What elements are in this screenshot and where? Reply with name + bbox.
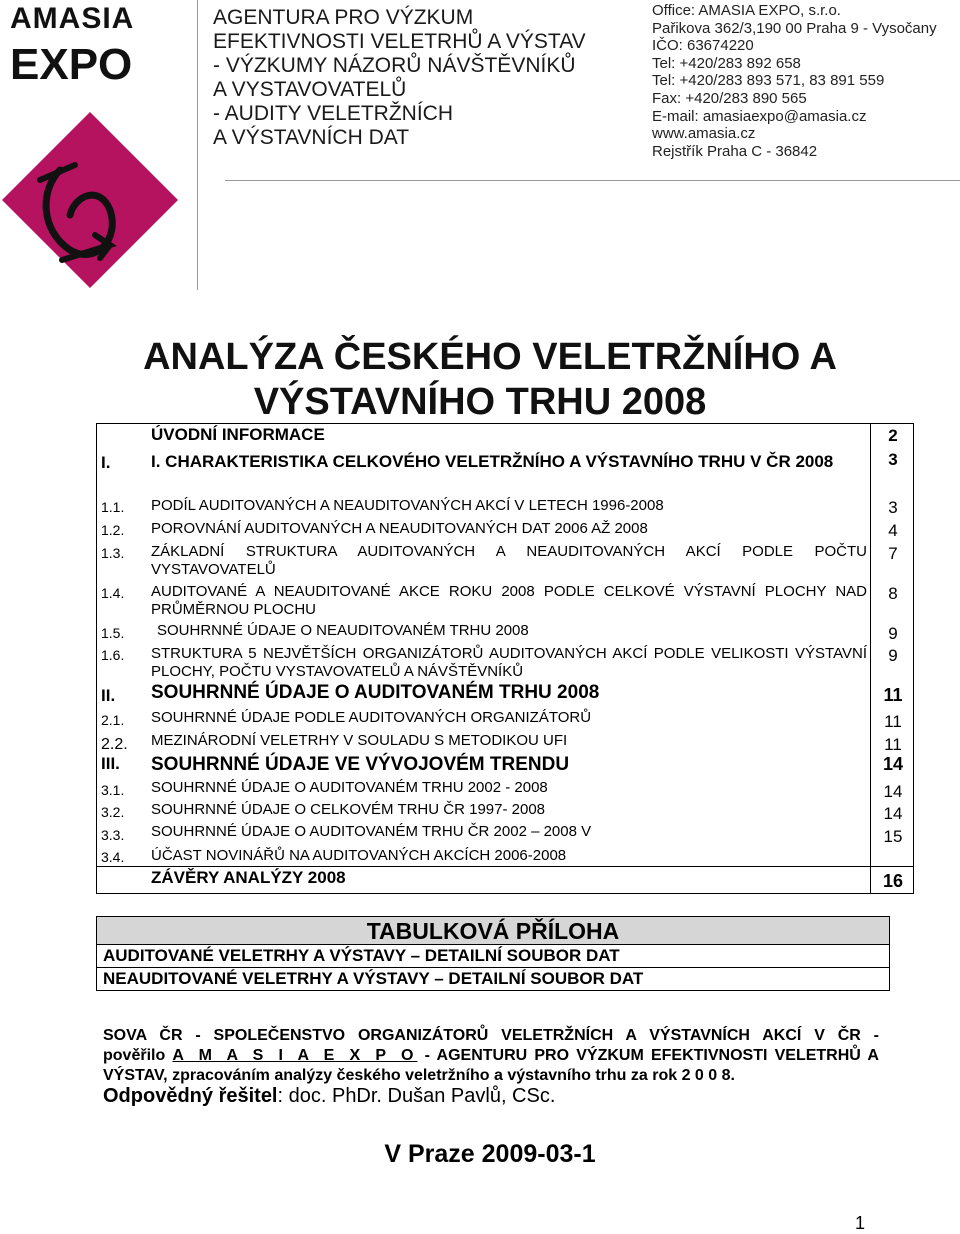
toc-heading: STRUKTURA 5 NEJVĚTŠÍCH ORGANIZÁTORŮ AUDITOVANÝCH AKCÍ PODLE VELIKOSTI VÝSTAVNÍ PLOCHY, POČTU VYSTAVOVATELŮ A NÁVŠTĚVNÍKŮ (151, 645, 867, 680)
toc-row[interactable] (97, 581, 913, 621)
office-phone: Tel: +420/283 892 658 (652, 54, 801, 72)
toc-page: 2 (888, 426, 898, 445)
toc-heading: SOUHRNNÉ ÚDAJE O AUDITOVANÉM TRHU 2002 - 2008 (151, 779, 548, 796)
logo-text-expo: EXPO (10, 40, 133, 89)
toc-row[interactable] (97, 753, 913, 778)
toc-page: 9 (888, 624, 898, 643)
toc-page: 11 (883, 685, 903, 705)
document-date: V Praze 2009-03-1 (384, 1140, 596, 1168)
header-horizontal-divider (225, 180, 960, 181)
toc-row[interactable] (97, 778, 913, 800)
toc-page: 3 (888, 450, 898, 469)
document-title-line-1: ANALÝZA ČESKÉHO VELETRŽNÍHO A (143, 336, 837, 378)
commission-line: SOVA ČR - SPOLEČENSTVO ORGANIZÁTORŮ VELETRŽNÍCH A VÝSTAVNÍCH AKCÍ V ČR - (103, 1027, 879, 1044)
toc-row[interactable] (97, 845, 913, 866)
commission-line: VÝSTAV, zpracováním analýzy českého veletržního a výstavního trhu za rok 2 0 0 8. (103, 1067, 735, 1084)
toc-heading: I. CHARAKTERISTIKA CELKOVÉHO VELETRŽNÍHO A VÝSTAVNÍHO TRHU V ČR 2008 (151, 452, 834, 471)
toc-page: 7 (888, 544, 898, 563)
toc-heading: ÚČAST NOVINÁŘŮ NA AUDITOVANÝCH AKCÍCH 2006-2008 (151, 847, 567, 864)
office-phone: Tel: +420/283 893 571, 83 891 559 (652, 72, 885, 90)
toc-heading: ÚVODNÍ INFORMACE (151, 425, 325, 444)
toc-row[interactable] (97, 823, 913, 845)
toc-number: 1.2. (101, 522, 125, 538)
toc-number: 1.4. (101, 585, 125, 601)
toc-heading: SOUHRNNÉ ÚDAJE PODLE AUDITOVANÝCH ORGANIZÁTORŮ (151, 709, 592, 726)
toc-heading: SOUHRNNÉ ÚDAJE O AUDITOVANÉM TRHU 2008 (151, 682, 600, 703)
agency-line: EFEKTIVNOSTI VELETRHŮ A VÝSTAV (213, 30, 586, 53)
agency-line: AGENTURA PRO VÝZKUM (213, 6, 474, 29)
agency-line: A VÝSTAVNÍCH DAT (213, 126, 410, 149)
toc-page: 4 (888, 521, 898, 540)
toc-row[interactable] (97, 541, 913, 581)
toc-number: 1.5. (101, 625, 125, 641)
toc-page: 14 (882, 754, 904, 774)
toc-row[interactable] (97, 708, 913, 731)
toc-number: III. (101, 754, 120, 773)
toc-row[interactable] (97, 866, 913, 893)
toc-number: 3.2. (101, 804, 125, 820)
office-fax: Fax: +420/283 890 565 (652, 89, 807, 107)
toc-page: 11 (884, 712, 902, 731)
toc-row[interactable] (97, 518, 913, 541)
document-title-line-2: VÝSTAVNÍHO TRHU 2008 (253, 381, 707, 423)
toc-page: 15 (883, 827, 903, 846)
toc-heading: SOUHRNNÉ ÚDAJE O NEAUDITOVANÉM TRHU 2008 (157, 622, 529, 639)
agency-description (213, 6, 586, 150)
toc-row[interactable] (97, 800, 913, 823)
responsible-name: : doc. PhDr. Dušan Pavlů, CSc. (277, 1085, 556, 1107)
toc-row[interactable] (97, 450, 913, 495)
commission-text: pověřilo (103, 1047, 173, 1064)
office-contact-block (652, 2, 937, 160)
toc-page: 14 (883, 782, 903, 801)
agency-line: - AUDITY VELETRŽNÍCH (213, 102, 453, 125)
responsible-person (103, 1085, 555, 1108)
appendix-item[interactable]: NEAUDITOVANÉ VELETRHY A VÝSTAVY – DETAILNÍ SOUBOR DAT (97, 967, 889, 990)
table-of-contents (96, 423, 914, 894)
toc-heading: ZÁKLADNÍ STRUKTURA AUDITOVANÝCH A NEAUDITOVANÝCH AKCÍ PODLE POČTU VYSTAVOVATELŮ (151, 543, 867, 578)
agency-name: A M A S I A E X P O (172, 1047, 418, 1064)
agency-line: A VYSTAVOVATELŮ (213, 78, 407, 101)
toc-heading: POROVNÁNÍ AUDITOVANÝCH A NEAUDITOVANÝCH DAT 2006 AŽ 2008 (151, 520, 648, 537)
toc-number: 3.4. (101, 849, 125, 865)
toc-heading: SOUHRNNÉ ÚDAJE O AUDITOVANÉM TRHU ČR 2002 – 2008 V (151, 823, 592, 840)
office-registry: Rejstřík Praha C - 36842 (652, 142, 818, 160)
toc-page: 8 (888, 584, 898, 603)
toc-row[interactable] (97, 643, 913, 684)
appendix-item[interactable]: AUDITOVANÉ VELETRHY A VÝSTAVY – DETAILNÍ SOUBOR DAT (103, 946, 620, 965)
toc-row[interactable] (97, 731, 913, 753)
toc-row[interactable] (97, 621, 913, 643)
toc-number: 3.3. (101, 827, 125, 843)
office-ico: IČO: 63674220 (652, 37, 754, 55)
header-vertical-divider (197, 0, 198, 290)
toc-heading: SOUHRNNÉ ÚDAJE O CELKOVÉM TRHU ČR 1997- 2008 (151, 801, 545, 818)
appendix-box (96, 916, 890, 991)
toc-number: 1.3. (101, 545, 125, 561)
commission-line (103, 1046, 879, 1066)
toc-heading: SOUHRNNÉ ÚDAJE VE VÝVOJOVÉM TRENDU (151, 754, 570, 775)
toc-heading: ZÁVĚRY ANALÝZY 2008 (151, 868, 346, 887)
commission-text: - AGENTURU PRO VÝZKUM EFEKTIVNOSTI VELETRHŮ A (417, 1047, 879, 1064)
toc-heading: AUDITOVANÉ A NEAUDITOVANÉ AKCE ROKU 2008 PODLE CELKOVÉ VÝSTAVNÍ PLOCHY NAD PRŮMĚRNOU PLOCHU (151, 583, 867, 618)
toc-number: II. (101, 686, 116, 705)
office-website-link[interactable]: www.amasia.cz (652, 125, 756, 143)
toc-page: 3 (888, 498, 898, 517)
commission-statement (103, 1026, 879, 1086)
office-address: Pařikova 362/3,190 00 Praha 9 - Vysočany (652, 19, 937, 37)
toc-page: 16 (882, 871, 904, 891)
toc-number: I. (101, 453, 111, 472)
toc-number: 1.6. (101, 647, 125, 663)
toc-number: 3.1. (101, 782, 125, 798)
toc-row[interactable] (97, 495, 913, 518)
toc-page: 14 (883, 804, 903, 823)
toc-page: 11 (884, 735, 902, 754)
page-number: 1 (855, 1213, 866, 1233)
toc-number: 2.2. (101, 736, 128, 753)
office-email-link[interactable]: E-mail: amasiaexpo@amasia.cz (652, 107, 867, 125)
logo-text-amasia: AMASIA (10, 2, 135, 35)
toc-number: 1.1. (101, 499, 125, 515)
responsible-label: Odpovědný řešitel (103, 1085, 278, 1107)
toc-heading: MEZINÁRODNÍ VELETRHY V SOULADU S METODIKOU UFI (151, 732, 568, 749)
toc-row[interactable] (97, 424, 913, 450)
office-line: Office: AMASIA EXPO, s.r.o. (652, 2, 841, 19)
logo-diamond-icon (0, 110, 180, 290)
appendix-title: TABULKOVÁ PŘÍLOHA (97, 917, 889, 945)
toc-row[interactable] (97, 684, 913, 708)
toc-heading: PODÍL AUDITOVANÝCH A NEAUDITOVANÝCH AKCÍ V LETECH 1996-2008 (151, 497, 664, 514)
toc-page: 9 (888, 646, 898, 665)
toc-number: 2.1. (101, 712, 125, 728)
agency-line: - VÝZKUMY NÁZORŮ NÁVŠTĚVNÍKŮ (213, 54, 576, 77)
